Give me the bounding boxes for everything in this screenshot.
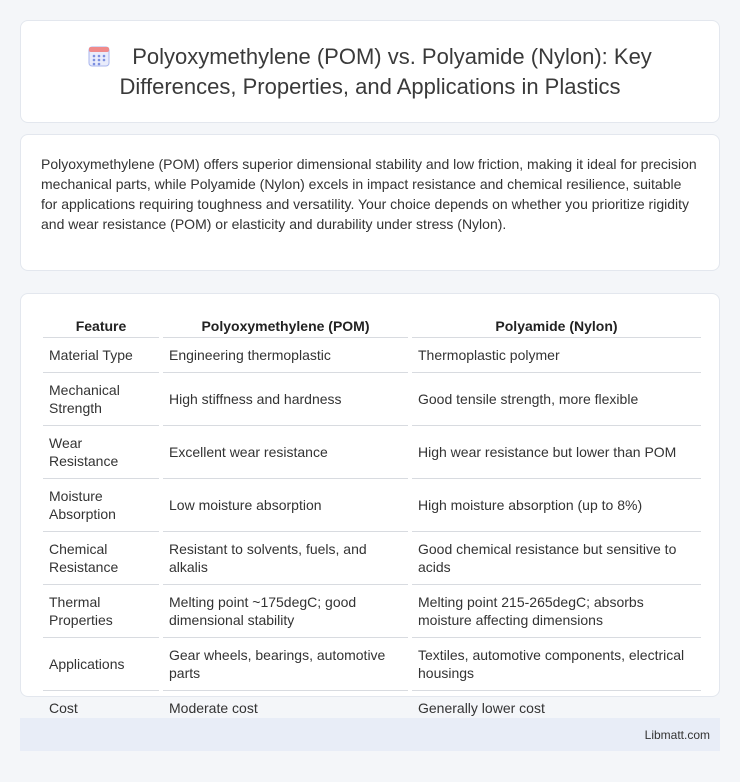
nylon-cell: Thermoplastic polymer (412, 338, 701, 373)
footer-bar (20, 718, 720, 751)
nylon-cell: High moisture absorption (up to 8%) (412, 479, 701, 532)
calendar-grid-icon (88, 45, 110, 67)
table-row (43, 338, 701, 373)
pom-cell: Melting point ~175degC; good dimensional stability (163, 585, 408, 638)
table-header-row (43, 314, 701, 338)
column-header-feature: Feature (43, 314, 159, 338)
pom-cell: Engineering thermoplastic (163, 338, 408, 373)
table-row (43, 638, 701, 691)
summary-card (20, 134, 720, 271)
page-title-text: Polyoxymethylene (POM) vs. Polyamide (Nylon): Key Differences, Properties, and Applications in Plastics (119, 43, 652, 99)
nylon-cell: Melting point 215-265degC; absorbs moisture affecting dimensions (412, 585, 701, 638)
pom-cell: Gear wheels, bearings, automotive parts (163, 638, 408, 691)
title-card (20, 20, 720, 123)
pom-cell: Excellent wear resistance (163, 426, 408, 479)
feature-cell: Moisture Absorption (43, 479, 159, 532)
pom-cell: Moderate cost (163, 691, 408, 726)
nylon-cell: Generally lower cost (412, 691, 701, 726)
feature-cell: Material Type (43, 338, 159, 373)
feature-cell: Wear Resistance (43, 426, 159, 479)
pom-cell: High stiffness and hardness (163, 373, 408, 426)
table-row (43, 373, 701, 426)
feature-cell: Chemical Resistance (43, 532, 159, 585)
column-header-pom: Polyoxymethylene (POM) (163, 314, 408, 338)
feature-cell: Cost (43, 691, 159, 726)
pom-cell: Low moisture absorption (163, 479, 408, 532)
feature-cell: Mechanical Strength (43, 373, 159, 426)
footer-brand-link[interactable]: Libmatt.com (644, 727, 710, 742)
table-row (43, 585, 701, 638)
summary-paragraph: Polyoxymethylene (POM) offers superior dimensional stability and low friction, making it ideal for precision mechanical parts, while Polyamide (Nylon) excels in impact resistance and chemical resilience, suitable for applications requiring toughness and versatility. Your choice depends on whether you prioritize rigidity and wear resistance (POM) or elasticity and durability under stress (Nylon). (41, 156, 697, 232)
nylon-cell: Good tensile strength, more flexible (412, 373, 701, 426)
nylon-cell: Textiles, automotive components, electrical housings (412, 638, 701, 691)
table-row (43, 479, 701, 532)
pom-cell: Resistant to solvents, fuels, and alkalis (163, 532, 408, 585)
nylon-cell: Good chemical resistance but sensitive to acids (412, 532, 701, 585)
nylon-cell: High wear resistance but lower than POM (412, 426, 701, 479)
comparison-table-card (20, 293, 720, 716)
feature-cell: Thermal Properties (43, 585, 159, 638)
table-row (43, 532, 701, 585)
page-title (51, 42, 689, 102)
table-row (43, 426, 701, 479)
column-header-nylon: Polyamide (Nylon) (412, 314, 701, 338)
feature-cell: Applications (43, 638, 159, 691)
comparison-table (39, 314, 705, 726)
